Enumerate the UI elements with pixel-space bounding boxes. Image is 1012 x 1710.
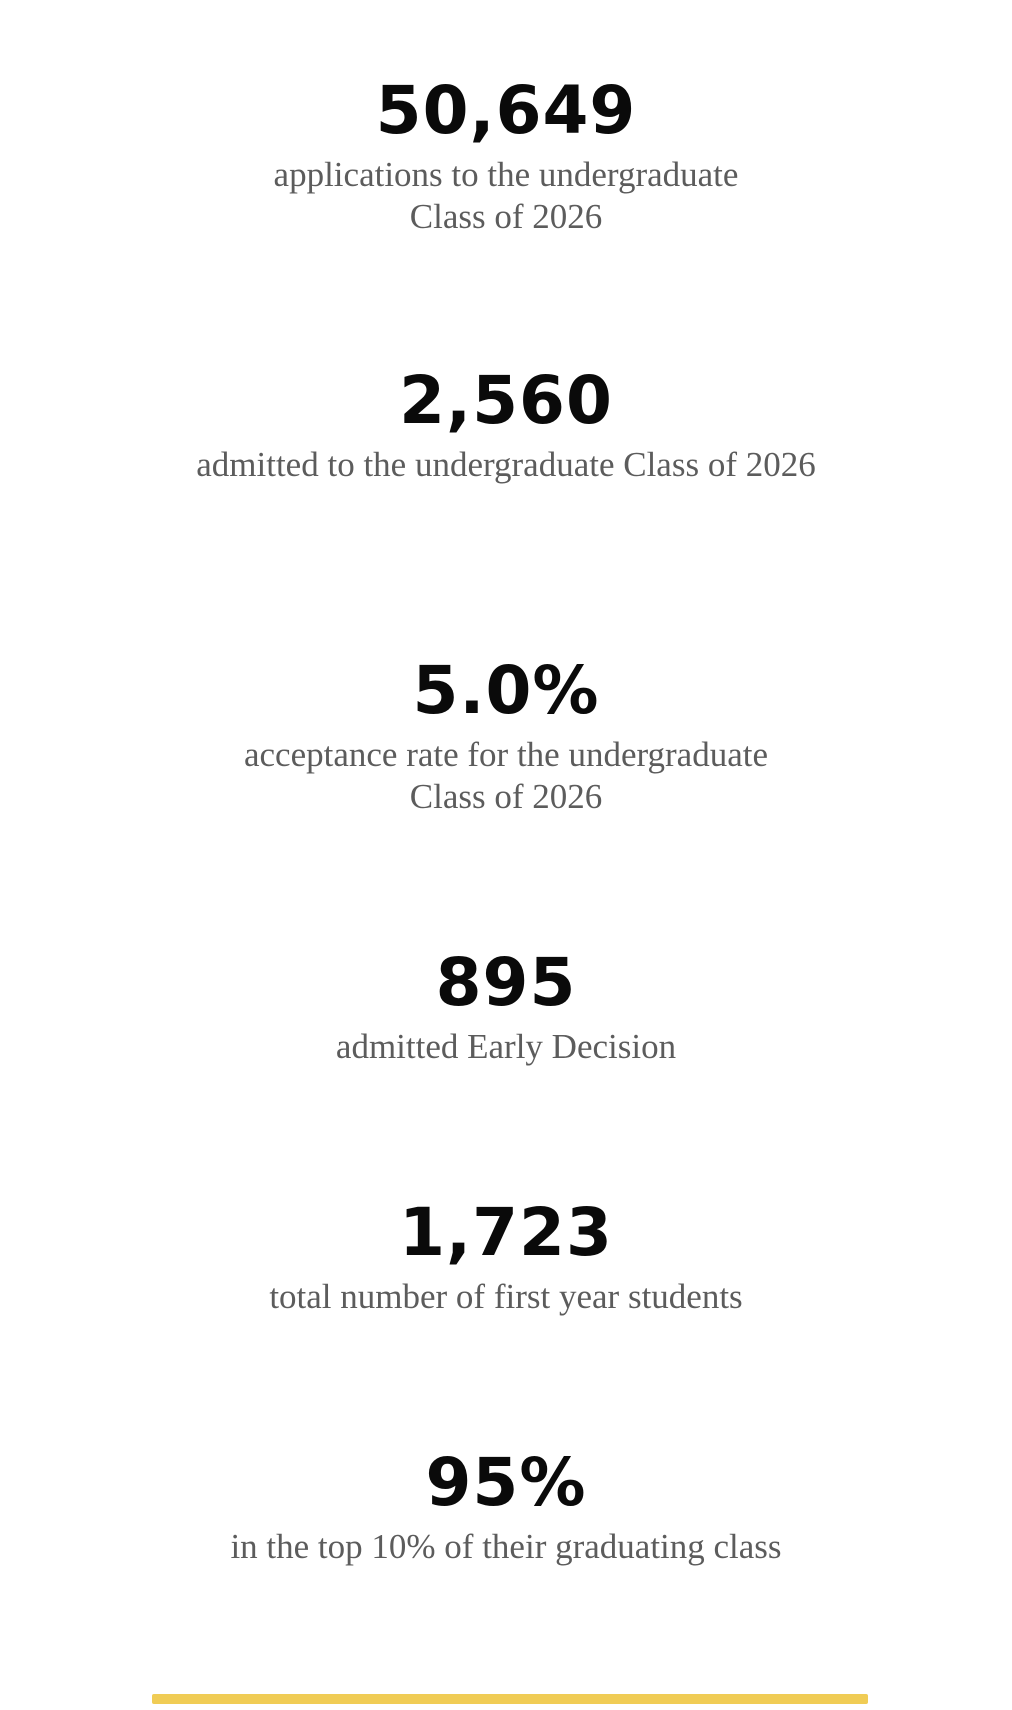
stat-label: in the top 10% of their graduating class bbox=[230, 1527, 782, 1566]
stat-label: admitted Early Decision bbox=[335, 1027, 677, 1066]
stat-value: 95% bbox=[425, 1444, 587, 1521]
stat-value: 5.0% bbox=[412, 652, 600, 729]
stat-value: 895 bbox=[435, 944, 577, 1021]
stat-first-year-students bbox=[0, 1194, 1012, 1318]
stat-label: total number of first year students bbox=[269, 1277, 743, 1316]
stat-applications bbox=[0, 72, 1012, 238]
stat-acceptance-rate bbox=[0, 652, 1012, 818]
stat-label: applications to the undergraduate Class of 2026 bbox=[273, 155, 739, 236]
stat-label: admitted to the undergraduate Class of 2026 bbox=[196, 445, 816, 484]
stat-label: acceptance rate for the undergraduate Class of 2026 bbox=[243, 735, 769, 816]
stat-early-decision bbox=[0, 944, 1012, 1068]
stat-value: 1,723 bbox=[399, 1194, 613, 1271]
accent-divider bbox=[152, 1694, 868, 1704]
stat-value: 50,649 bbox=[375, 72, 637, 149]
stat-admitted bbox=[0, 362, 1012, 486]
stat-top-ten-percent bbox=[0, 1444, 1012, 1568]
stat-value: 2,560 bbox=[399, 362, 613, 439]
